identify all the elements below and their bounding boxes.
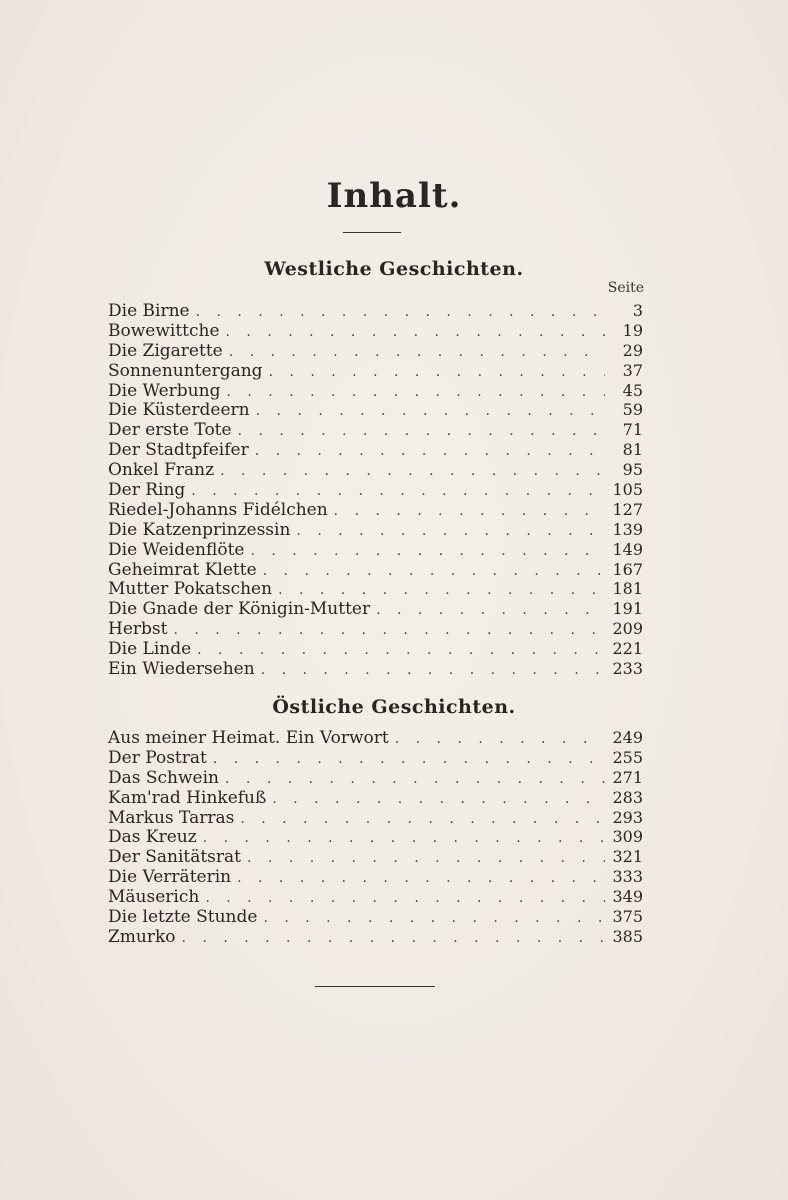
toc-entry-title: Mutter Pokatschen bbox=[108, 579, 273, 600]
toc-entry-page: 127 bbox=[612, 499, 643, 519]
toc-entry-page: 81 bbox=[622, 440, 643, 460]
dot-leader bbox=[203, 829, 605, 849]
toc-entry-page: 139 bbox=[612, 519, 643, 539]
dot-leader bbox=[263, 562, 605, 582]
toc-entry-title: Geheimrat Klette bbox=[108, 559, 257, 580]
section-heading-east: Östliche Geschichten. bbox=[272, 696, 516, 718]
toc-entry bbox=[108, 480, 643, 500]
toc-entry-page: 181 bbox=[612, 579, 643, 599]
dot-leader bbox=[173, 621, 605, 641]
toc-entry-page: 29 bbox=[622, 340, 643, 360]
toc-entry-page: 293 bbox=[612, 807, 643, 827]
toc-entry-title: Der Ring bbox=[108, 480, 186, 501]
toc-entry-title: Zmurko bbox=[108, 926, 176, 947]
toc-entry bbox=[108, 768, 643, 788]
toc-entry-page: 191 bbox=[612, 599, 643, 619]
dot-leader bbox=[261, 661, 605, 681]
dot-leader bbox=[196, 303, 605, 323]
dot-leader bbox=[191, 482, 605, 502]
dot-leader bbox=[263, 909, 605, 929]
toc-entry-title: Die Zigarette bbox=[108, 340, 223, 361]
toc-entry-page: 283 bbox=[612, 787, 643, 807]
toc-entry bbox=[108, 927, 643, 947]
toc-entry-page: 3 bbox=[632, 301, 643, 320]
dot-leader bbox=[376, 601, 605, 621]
toc-entry bbox=[108, 728, 643, 748]
toc-entry-page: 255 bbox=[612, 747, 643, 767]
toc-entry-title: Die Weidenflöte bbox=[108, 539, 245, 560]
dot-leader bbox=[213, 750, 605, 770]
toc-entry bbox=[108, 361, 643, 381]
toc-entry bbox=[108, 301, 643, 321]
toc-entry bbox=[108, 500, 643, 520]
dot-leader bbox=[334, 502, 605, 522]
toc-entry bbox=[108, 887, 643, 907]
toc-entry bbox=[108, 321, 643, 341]
dot-leader bbox=[250, 542, 605, 562]
toc-entry bbox=[108, 847, 643, 867]
toc-list-west bbox=[108, 301, 643, 679]
toc-entry bbox=[108, 579, 643, 599]
dot-leader bbox=[247, 849, 605, 869]
end-divider bbox=[315, 986, 435, 987]
toc-entry-page: 333 bbox=[612, 867, 643, 887]
toc-entry bbox=[108, 659, 643, 679]
dot-leader bbox=[205, 889, 605, 909]
toc-entry-title: Riedel-Johanns Fidélchen bbox=[108, 499, 328, 520]
toc-entry-page: 149 bbox=[612, 539, 643, 559]
toc-entry-title: Onkel Franz bbox=[108, 460, 215, 481]
dot-leader bbox=[225, 770, 605, 790]
toc-entry-page: 221 bbox=[612, 639, 643, 659]
toc-entry-title: Die Katzenprinzessin bbox=[108, 519, 291, 540]
dot-leader bbox=[237, 869, 605, 889]
toc-entry bbox=[108, 440, 643, 460]
toc-entry-page: 45 bbox=[622, 380, 643, 400]
toc-entry bbox=[108, 867, 643, 887]
toc-entry-title: Ein Wiedersehen bbox=[108, 659, 255, 680]
toc-entry-title: Der erste Tote bbox=[108, 420, 232, 441]
toc-entry-page: 209 bbox=[612, 619, 643, 639]
toc-entry-page: 385 bbox=[612, 926, 643, 946]
dot-leader bbox=[272, 790, 605, 810]
toc-entry bbox=[108, 400, 643, 420]
toc-entry bbox=[108, 420, 643, 440]
toc-entry bbox=[108, 619, 643, 639]
toc-entry bbox=[108, 560, 643, 580]
toc-entry-title: Die Birne bbox=[108, 301, 190, 321]
toc-entry-title: Die Verräterin bbox=[108, 867, 232, 888]
toc-entry bbox=[108, 639, 643, 659]
title-divider bbox=[343, 232, 401, 233]
toc-entry bbox=[108, 907, 643, 927]
dot-leader bbox=[296, 522, 605, 542]
toc-entry-title: Bowewittche bbox=[108, 320, 220, 341]
toc-entry-title: Die Küsterdeern bbox=[108, 400, 250, 421]
toc-entry bbox=[108, 381, 643, 401]
toc-entry-title: Der Stadtpfeifer bbox=[108, 440, 249, 461]
toc-entry bbox=[108, 599, 643, 619]
toc-entry-title: Kam'rad Hinkefuß bbox=[108, 787, 267, 808]
toc-entry bbox=[108, 540, 643, 560]
toc-entry bbox=[108, 808, 643, 828]
toc-entry-title: Herbst bbox=[108, 619, 168, 640]
dot-leader bbox=[220, 462, 605, 482]
dot-leader bbox=[240, 810, 605, 830]
dot-leader bbox=[226, 383, 605, 403]
dot-leader bbox=[197, 641, 605, 661]
toc-entry-page: 375 bbox=[612, 907, 643, 927]
toc-entry-page: 271 bbox=[612, 767, 643, 787]
dot-leader bbox=[229, 343, 605, 363]
toc-entry-page: 37 bbox=[622, 360, 643, 380]
dot-leader bbox=[256, 402, 605, 422]
toc-entry-page: 19 bbox=[622, 320, 643, 340]
toc-list-east bbox=[108, 728, 643, 947]
toc-entry-page: 309 bbox=[612, 827, 643, 847]
toc-entry bbox=[108, 341, 643, 361]
toc-entry-title: Der Postrat bbox=[108, 747, 207, 768]
toc-entry bbox=[108, 460, 643, 480]
dot-leader bbox=[269, 363, 605, 383]
toc-entry-title: Die letzte Stunde bbox=[108, 907, 258, 928]
page-column-header: Seite bbox=[607, 280, 644, 296]
toc-entry-title: Die Gnade der Königin-Mutter bbox=[108, 599, 371, 620]
toc-entry-page: 167 bbox=[612, 559, 643, 579]
toc-entry bbox=[108, 827, 643, 847]
toc-entry-title: Der Sanitätsrat bbox=[108, 847, 242, 868]
toc-entry-title: Das Schwein bbox=[108, 767, 220, 788]
toc-entry bbox=[108, 788, 643, 808]
page-title: Inhalt. bbox=[326, 176, 462, 216]
toc-entry-page: 249 bbox=[612, 728, 643, 747]
toc-entry-title: Aus meiner Heimat. Ein Vorwort bbox=[108, 728, 389, 748]
section-heading-west: Westliche Geschichten. bbox=[264, 258, 524, 280]
toc-entry-title: Das Kreuz bbox=[108, 827, 197, 848]
toc-entry-page: 349 bbox=[612, 887, 643, 907]
dot-leader bbox=[226, 323, 605, 343]
toc-entry-page: 59 bbox=[622, 400, 643, 420]
toc-entry-page: 233 bbox=[612, 659, 643, 679]
toc-entry-title: Mäuserich bbox=[108, 887, 200, 908]
dot-leader bbox=[255, 442, 605, 462]
toc-entry-page: 71 bbox=[622, 420, 643, 440]
dot-leader bbox=[182, 929, 605, 949]
toc-entry-page: 95 bbox=[622, 460, 643, 480]
dot-leader bbox=[395, 730, 605, 750]
toc-entry bbox=[108, 748, 643, 768]
toc-entry-title: Sonnenuntergang bbox=[108, 360, 263, 381]
toc-entry-page: 105 bbox=[612, 480, 643, 500]
toc-entry-title: Die Linde bbox=[108, 639, 192, 660]
toc-entry-title: Markus Tarras bbox=[108, 807, 235, 828]
toc-entry-page: 321 bbox=[612, 847, 643, 867]
toc-entry bbox=[108, 520, 643, 540]
toc-entry-title: Die Werbung bbox=[108, 380, 221, 401]
dot-leader bbox=[238, 422, 605, 442]
